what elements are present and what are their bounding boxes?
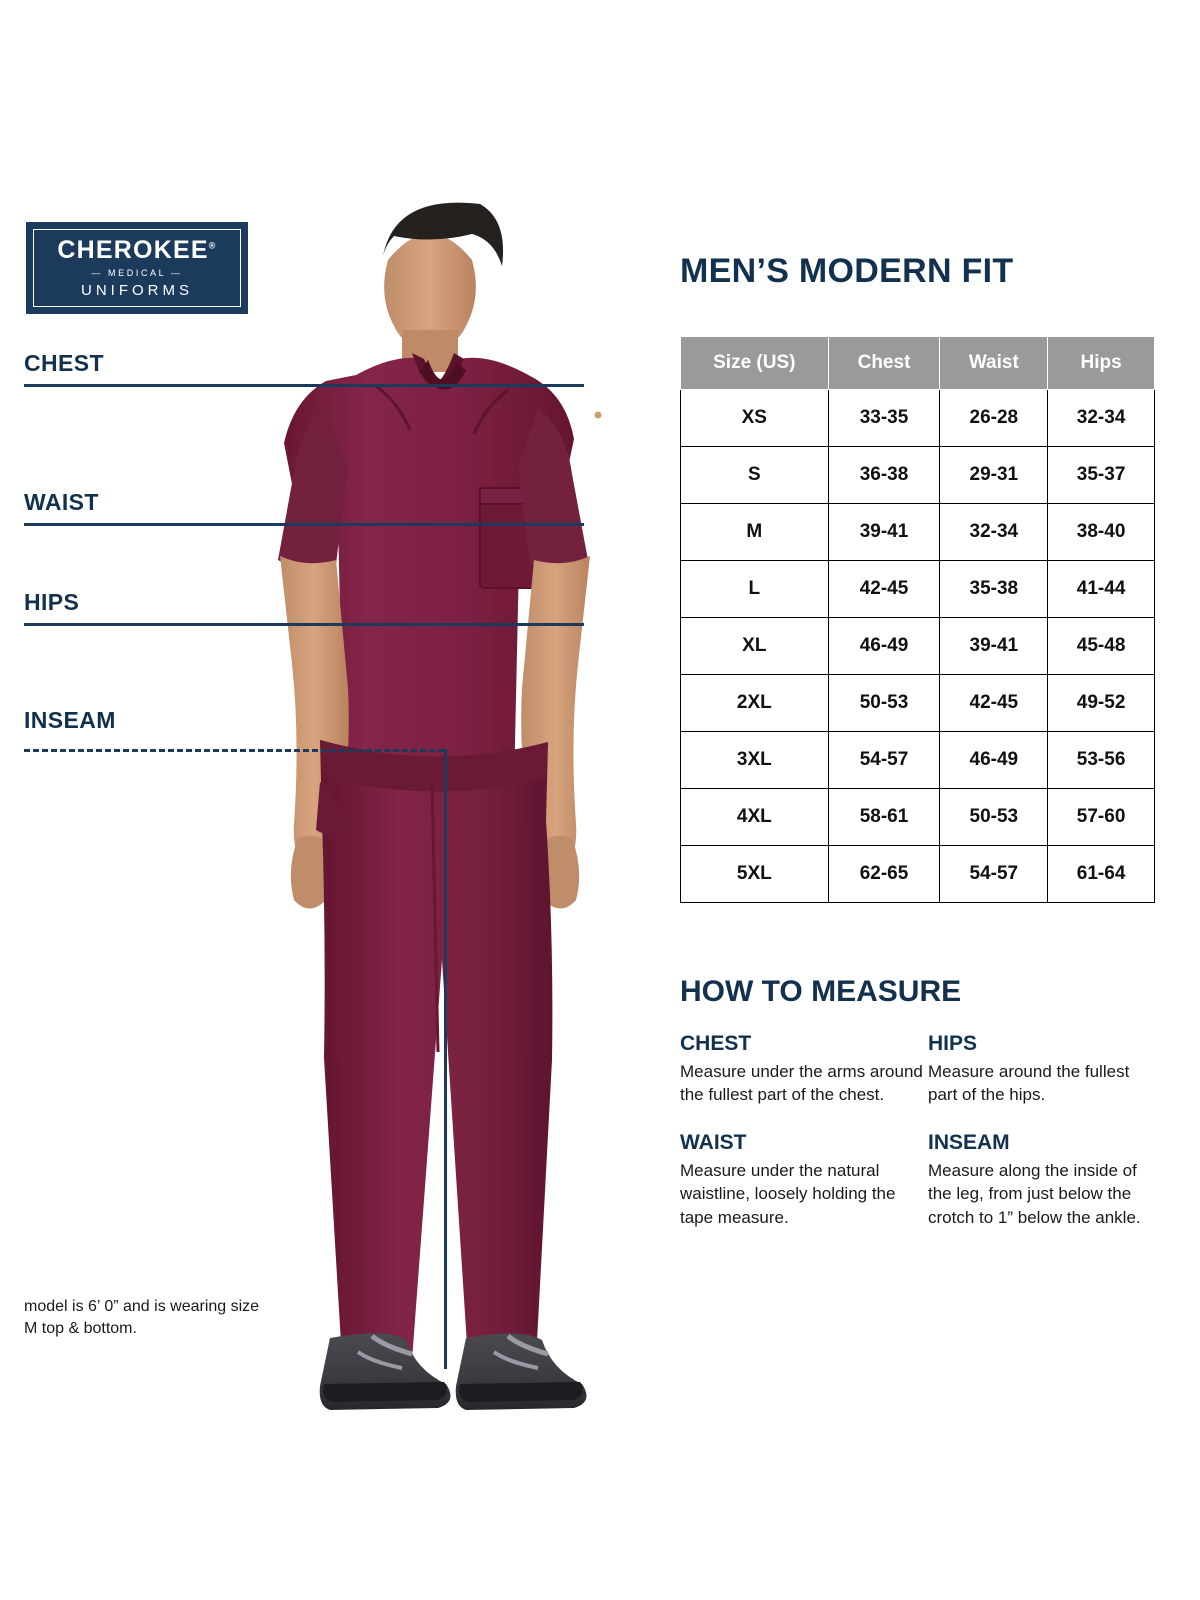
- cell-chest: 33-35: [828, 390, 940, 447]
- cell-hips: 57-60: [1048, 789, 1155, 846]
- cell-hips: 41-44: [1048, 561, 1155, 618]
- cell-hips: 32-34: [1048, 390, 1155, 447]
- how-to-measure-hips: [928, 1032, 1150, 1107]
- how-to-measure-hips-title: HIPS: [928, 1032, 978, 1055]
- hips-guide-label: HIPS: [24, 589, 80, 615]
- chest-guide-line: [24, 384, 584, 387]
- table-row: [681, 561, 1155, 618]
- model-illustration: [180, 170, 680, 1430]
- how-to-measure-waist-title: WAIST: [680, 1130, 747, 1154]
- cell-waist: 26-28: [940, 390, 1048, 447]
- cell-waist: 32-34: [940, 504, 1048, 561]
- waist-guide-line: [24, 523, 584, 526]
- cell-hips: 35-37: [1048, 447, 1155, 504]
- inseam-guide-label: INSEAM: [24, 707, 116, 733]
- how-to-measure-chest-text: Measure under the arms around the fullest part of the chest.: [680, 1062, 923, 1105]
- cell-size: 4XL: [681, 789, 829, 846]
- cell-waist: 54-57: [940, 846, 1048, 903]
- table-row: [681, 504, 1155, 561]
- how-to-measure-chest-title: CHEST: [680, 1032, 752, 1055]
- hips-guide-line: [24, 623, 584, 626]
- waist-guide-label: WAIST: [24, 489, 99, 515]
- inseam-guide-line-vertical: [444, 749, 447, 1369]
- brand-registered-mark: ®: [208, 240, 217, 251]
- table-row: [681, 447, 1155, 504]
- brand-name-text: CHEROKEE: [57, 235, 209, 264]
- cell-hips: 49-52: [1048, 675, 1155, 732]
- cell-size: 3XL: [681, 732, 829, 789]
- chest-guide-label: CHEST: [24, 350, 104, 376]
- table-row: [681, 789, 1155, 846]
- how-to-measure-grid: [680, 1032, 1150, 1229]
- cell-size: 2XL: [681, 675, 829, 732]
- cell-chest: 42-45: [828, 561, 940, 618]
- cell-chest: 36-38: [828, 447, 940, 504]
- table-row: [681, 675, 1155, 732]
- column-header-waist: Waist: [940, 337, 1048, 390]
- cell-chest: 54-57: [828, 732, 940, 789]
- cell-size: S: [681, 447, 829, 504]
- cell-size: M: [681, 504, 829, 561]
- how-to-measure-waist-text: Measure under the natural waistline, loosely holding the tape measure.: [680, 1160, 896, 1227]
- page-title: MEN’S MODERN FIT: [680, 252, 1014, 290]
- cell-chest: 58-61: [828, 789, 940, 846]
- cell-hips: 38-40: [1048, 504, 1155, 561]
- model-note: model is 6’ 0” and is wearing size M top & bottom.: [24, 1298, 260, 1337]
- table-header-row: [681, 337, 1155, 390]
- cell-waist: 42-45: [940, 675, 1048, 732]
- column-header-size: Size (US): [681, 337, 829, 390]
- cell-size: 5XL: [681, 846, 829, 903]
- brand-line-uniforms: UNIFORMS: [81, 281, 193, 299]
- cell-hips: 45-48: [1048, 618, 1155, 675]
- cell-chest: 46-49: [828, 618, 940, 675]
- column-header-hips: Hips: [1048, 337, 1155, 390]
- cell-chest: 50-53: [828, 675, 940, 732]
- cell-waist: 29-31: [940, 447, 1048, 504]
- cell-chest: 39-41: [828, 504, 940, 561]
- cell-size: XS: [681, 390, 829, 447]
- column-header-chest: Chest: [828, 337, 940, 390]
- cell-waist: 46-49: [940, 732, 1048, 789]
- cell-size: L: [681, 561, 829, 618]
- cell-hips: 53-56: [1048, 732, 1155, 789]
- cell-waist: 35-38: [940, 561, 1048, 618]
- how-to-measure-heading: HOW TO MEASURE: [680, 975, 962, 1008]
- table-row: [681, 732, 1155, 789]
- cell-chest: 62-65: [828, 846, 940, 903]
- cell-waist: 39-41: [940, 618, 1048, 675]
- how-to-measure-chest: [680, 1032, 928, 1107]
- table-row: [681, 846, 1155, 903]
- how-to-measure-inseam-text: Measure along the inside of the leg, from just below the crotch to 1” below the ankle.: [928, 1160, 1141, 1227]
- table-row: [681, 390, 1155, 447]
- how-to-measure-hips-text: Measure around the fullest part of the hips.: [928, 1062, 1130, 1105]
- cell-size: XL: [681, 618, 829, 675]
- how-to-measure-waist: [680, 1131, 928, 1229]
- table-row: [681, 618, 1155, 675]
- size-chart-table: [680, 336, 1155, 903]
- cell-hips: 61-64: [1048, 846, 1155, 903]
- brand-line-medical: — MEDICAL —: [91, 267, 183, 278]
- how-to-measure-inseam-title: INSEAM: [928, 1130, 1010, 1154]
- cell-waist: 50-53: [940, 789, 1048, 846]
- inseam-guide-line-dashed: [24, 749, 444, 752]
- how-to-measure-inseam: [928, 1131, 1150, 1229]
